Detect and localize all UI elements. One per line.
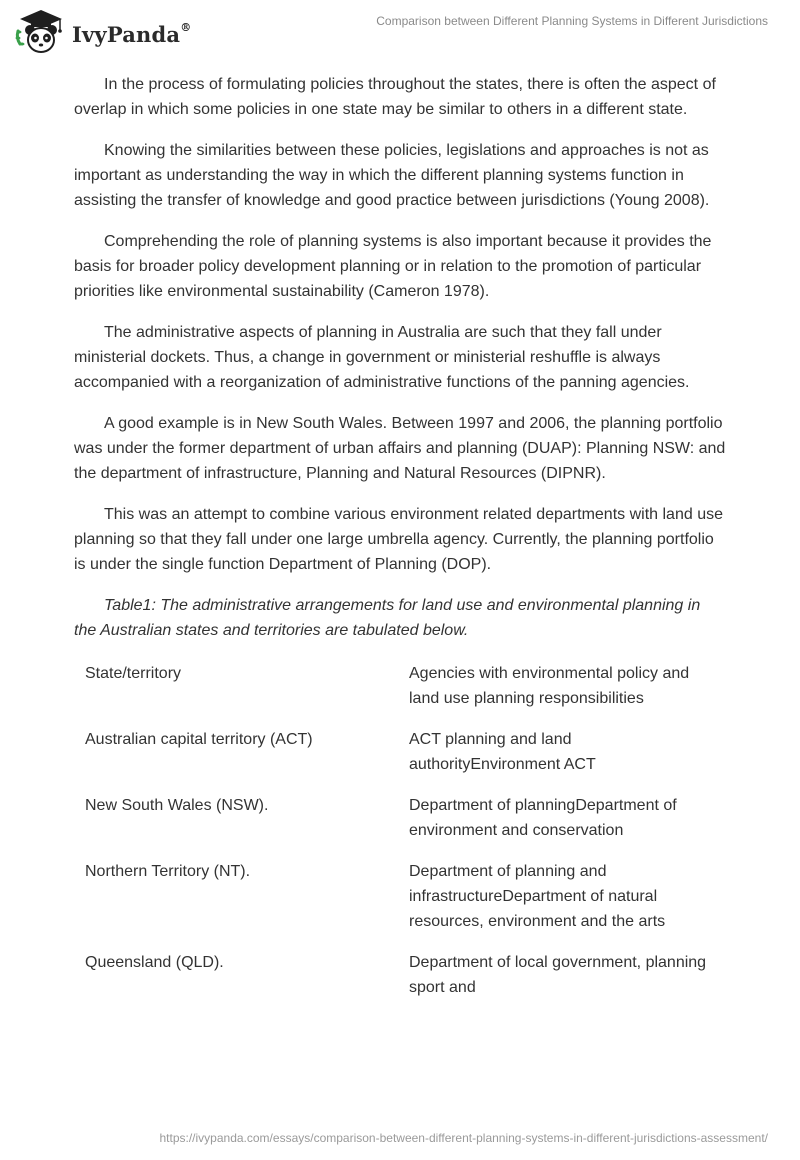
agencies-table (74, 661, 726, 1016)
table-cell-agencies: Department of local government, planning sport and (409, 954, 707, 996)
table-cell-state: Queensland (QLD). (85, 954, 224, 971)
source-url[interactable]: https://ivypanda.com/essays/comparison-between-different-planning-systems-in-different-jurisdictions-assessment/ (159, 1131, 768, 1145)
column-header-agencies: Agencies with environmental policy and land use planning responsibilities (409, 665, 690, 707)
brand-logo[interactable] (14, 8, 191, 56)
table-row (74, 727, 726, 793)
essay-body (74, 72, 726, 1016)
panda-graduate-icon (14, 8, 68, 56)
page-header (0, 0, 800, 64)
table-cell-state: New South Wales (NSW). (85, 797, 269, 814)
table-cell-agencies: ACT planning and land authorityEnvironment ACT (409, 731, 596, 773)
column-header-state: State/territory (85, 665, 182, 682)
paragraph: Comprehending the role of planning systems is also important because it provides the basis for broader policy development planning or in relation to the promotion of particular priorities like environmental sustainability (Cameron 1978). (74, 233, 712, 300)
paragraph: This was an attempt to combine various environment related departments with land use planning so that they fall under one large umbrella agency. Currently, the planning portfolio is under the single function Department of Planning (DOP). (74, 506, 723, 573)
paragraph: Knowing the similarities between these policies, legislations and approaches is not as important as understanding the way in which the different planning systems function in assisting the transfer of knowledge and good practice between jurisdictions (Young 2008). (74, 142, 710, 209)
registered-mark: ® (180, 20, 192, 34)
paragraph: In the process of formulating policies throughout the states, there is often the aspect of overlap in which some policies in one state may be similar to others in a different state. (74, 76, 716, 118)
document-title: Comparison between Different Planning Systems in Different Jurisdictions (376, 14, 768, 28)
table-row (74, 859, 726, 950)
table-cell-state: Northern Territory (NT). (85, 863, 251, 880)
table-cell-state: Australian capital territory (ACT) (85, 731, 313, 748)
table-cell-agencies: Department of planning and infrastructureDepartment of natural resources, environment and the arts (409, 863, 666, 930)
table-row (74, 950, 726, 1016)
table-caption: Table1: The administrative arrangements for land use and environmental planning in the Australian states and territories are tabulated below. (74, 597, 701, 639)
table-cell-agencies: Department of planningDepartment of environment and conservation (409, 797, 677, 839)
table-row (74, 793, 726, 859)
paragraph: The administrative aspects of planning in Australia are such that they fall under ministerial dockets. Thus, a change in government or ministerial reshuffle is always accompanied with a reorganization of administrative functions of the panning agencies. (74, 324, 690, 391)
paragraph: A good example is in New South Wales. Between 1997 and 2006, the planning portfolio was under the former department of urban affairs and planning (DUAP): Planning NSW: and the department of infrastructure, Planning and Natural Resources (DIPNR). (74, 415, 726, 482)
brand-name: IvyPanda® (72, 20, 192, 47)
table-header-row (74, 661, 726, 727)
